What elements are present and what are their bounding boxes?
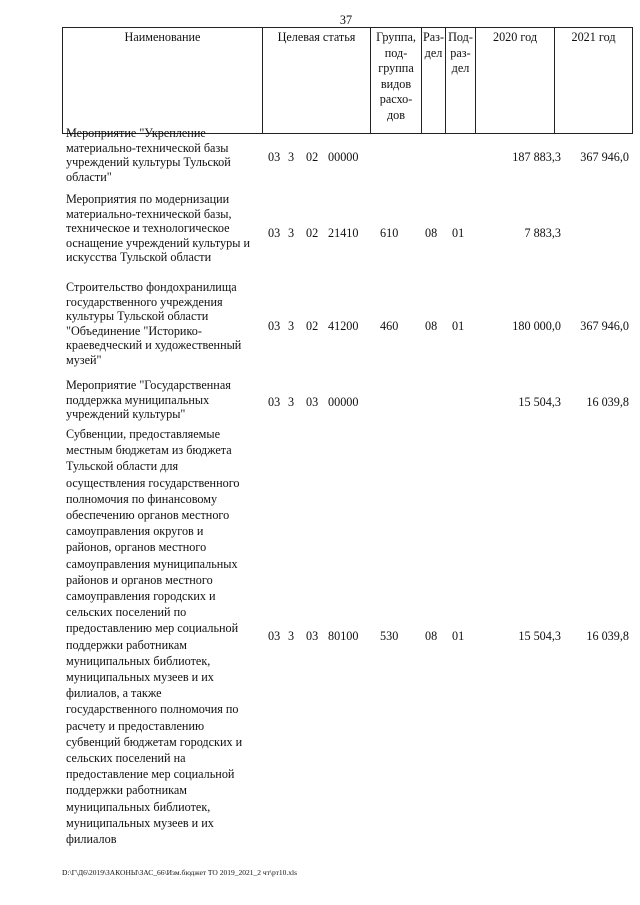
code-group: 460 (380, 319, 399, 333)
code-direction: 80100 (328, 629, 359, 643)
amount-2020: 7 883,3 (524, 226, 561, 240)
header-2021: 2021 год (555, 28, 633, 134)
code-group: 610 (380, 226, 399, 240)
amount-2020: 15 504,3 (518, 395, 561, 409)
header-name: Наименование (63, 28, 263, 134)
code-direction: 21410 (328, 226, 359, 240)
amount-2020: 15 504,3 (518, 629, 561, 643)
row-name: Субвенции, предоставляемые местным бюджетам из бюджета Тульской области для осуществления государственного полномочия по финансовому обеспечению органов местного самоуправления округов и районов, органов местного самоуправления муниципальных районов и органов местного самоуправления городских и сельских поселений по предоставлению мер социальной поддержки работникам муниципальных библиотек, муниципальных музеев и их филиалов, а также государственного полномочия по расчету и предоставлению субвенций бюджетам городских и сельских поселений на предоставление мер социальной поддержки работникам муниципальных библиотек, муниципальных музеев и их филиалов (66, 427, 243, 847)
row-name: Мероприятия по модернизации материально-технической базы, техническое и технологическое оснащение учреждений культуры и искусства Тульской области (66, 192, 250, 264)
amount-2021: 16 039,8 (586, 395, 629, 409)
amount-2021: 16 039,8 (586, 629, 629, 643)
file-path-footer: D:\Г\Д6\2019\ЗАКОНЫ\ЗАС_66\Изм.бюджет ТО 2019_2021_2 чт\рт10.xls (62, 868, 298, 877)
budget-table-header (62, 27, 633, 134)
code-event: 03 (306, 629, 319, 643)
code-event: 03 (306, 395, 319, 409)
code-program: 03 (268, 150, 281, 164)
code-event: 02 (306, 226, 319, 240)
code-program: 03 (268, 226, 281, 240)
code-section: 08 (425, 629, 438, 643)
code-direction: 41200 (328, 319, 359, 333)
code-subsection: 01 (452, 226, 465, 240)
code-subprogram: 3 (288, 629, 295, 643)
code-subprogram: 3 (288, 395, 295, 409)
amount-2020: 180 000,0 (512, 319, 561, 333)
code-section: 08 (425, 319, 438, 333)
header-section: Раз- дел (422, 28, 446, 134)
code-subprogram: 3 (288, 319, 295, 333)
code-program: 03 (268, 395, 281, 409)
code-subprogram: 3 (288, 226, 295, 240)
code-program: 03 (268, 319, 281, 333)
amount-2021: 367 946,0 (580, 319, 629, 333)
code-section: 08 (425, 226, 438, 240)
header-subsection: Под- раз- дел (446, 28, 476, 134)
code-subsection: 01 (452, 629, 465, 643)
code-direction: 00000 (328, 150, 359, 164)
code-group: 530 (380, 629, 399, 643)
header-target: Целевая статья (263, 28, 371, 134)
header-2020: 2020 год (476, 28, 555, 134)
header-group: Группа, под- группа видов расхо- дов (371, 28, 422, 134)
row-name: Мероприятие "Государственная поддержка муниципальных учреждений культуры" (66, 378, 231, 421)
code-direction: 00000 (328, 395, 359, 409)
code-event: 02 (306, 150, 319, 164)
code-subprogram: 3 (288, 150, 295, 164)
page-number: 37 (339, 13, 353, 27)
amount-2020: 187 883,3 (512, 150, 561, 164)
code-program: 03 (268, 629, 281, 643)
row-name: Строительство фондохранилища государственного учреждения культуры Тульской области "Объединение "Историко- краеведческий и художественный музей" (66, 280, 242, 367)
row-name: Мероприятие "Укрепление материально-технической базы учреждений культуры Тульской области" (66, 126, 231, 184)
code-subsection: 01 (452, 319, 465, 333)
amount-2021: 367 946,0 (580, 150, 629, 164)
code-event: 02 (306, 319, 319, 333)
